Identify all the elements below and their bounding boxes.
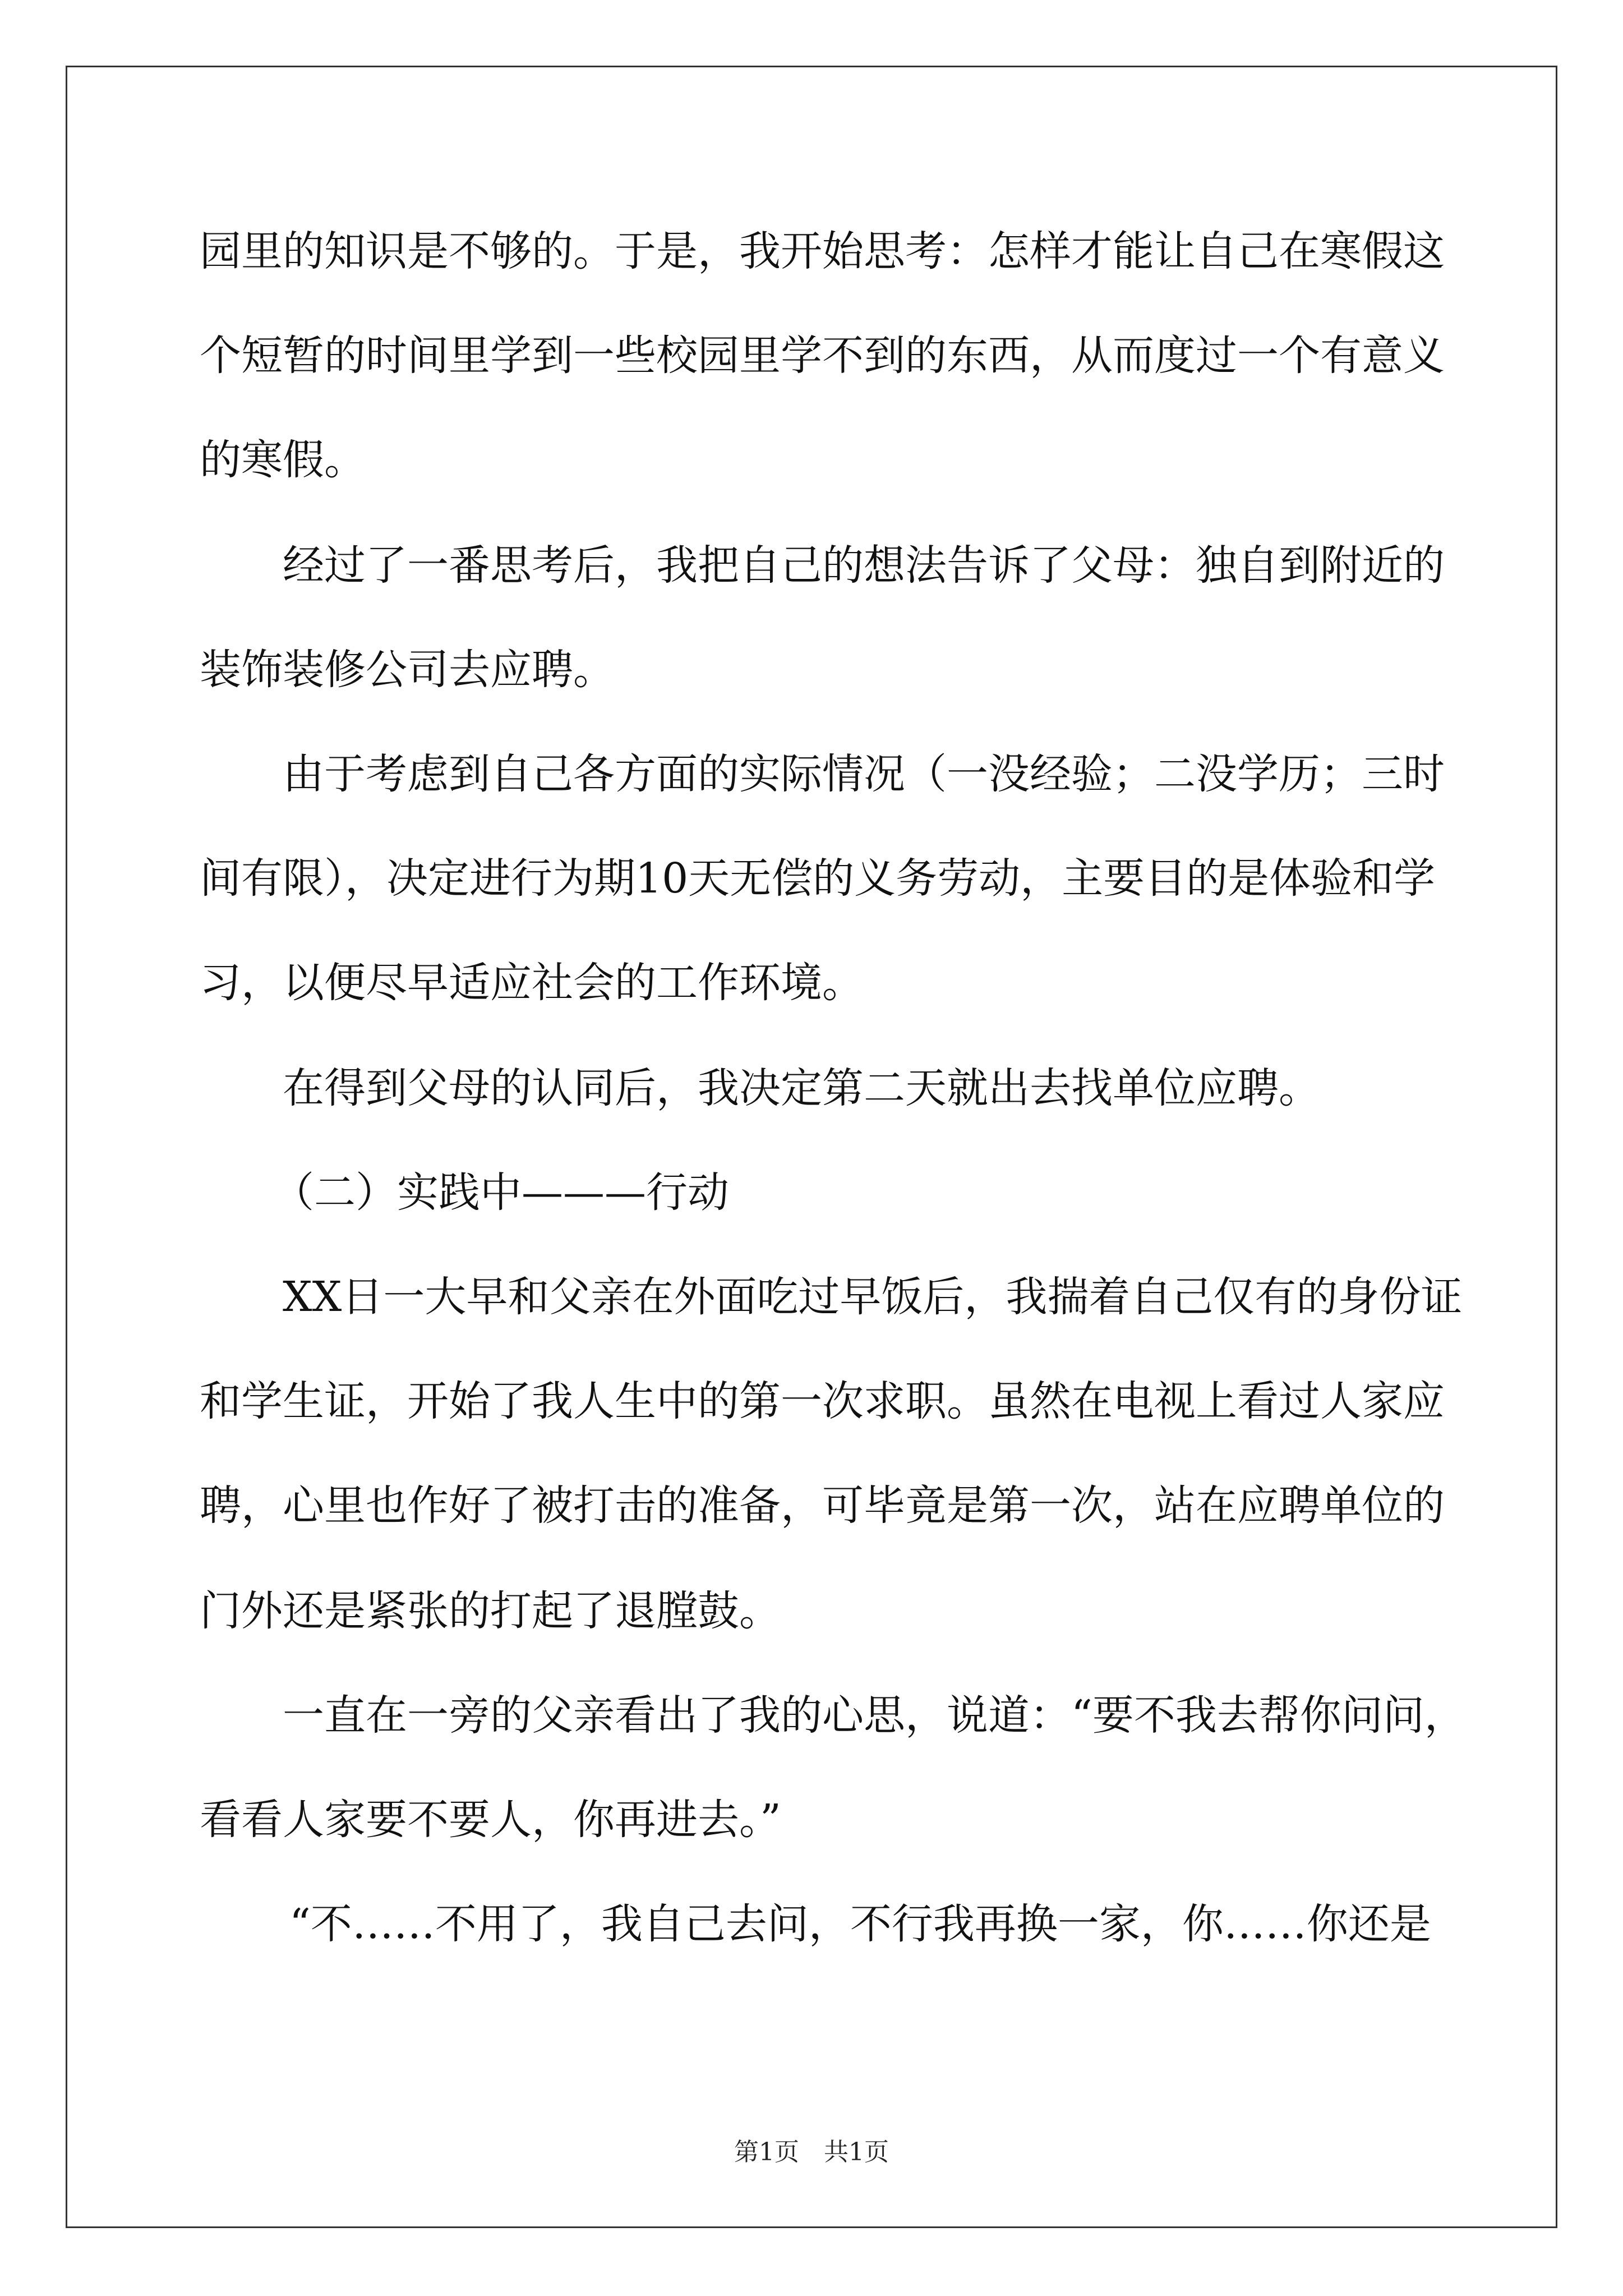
text-line: 由于考虑到自己各方面的实际情况（一没经验；二没学历；三时 (283, 750, 1445, 798)
text-line: 门外还是紧张的打起了退膛鼓。 (200, 1587, 781, 1635)
page-footer: 第1页 共1页 (734, 2138, 889, 2166)
text-line: 个短暂的时间里学到一些校园里学不到的东西，从而度过一个有意义 (200, 332, 1445, 380)
text-line: XX日一大早和父亲在外面吃过早饭后，我揣着自己仅有的身份证 (283, 1273, 1463, 1321)
section-heading: （二）实践中———行动 (273, 1168, 729, 1217)
text-line: 间有限），决定进行为期10天无偿的义务劳动，主要目的是体验和学 (200, 854, 1436, 903)
text-line: 园里的知识是不够的。于是，我开始思考：怎样才能让自己在寒假这 (200, 227, 1445, 275)
text-line: “不……不用了，我自己去问，不行我再换一家，你……你还是 (289, 1900, 1431, 1948)
text-line: 看看人家要不要人，你再进去。” (200, 1796, 781, 1844)
text-line: 在得到父母的认同后，我决定第二天就出去找单位应聘。 (283, 1064, 1320, 1112)
text-line: 和学生证，开始了我人生中的第一次求职。虽然在电视上看过人家应 (200, 1377, 1445, 1425)
text-line: 装饰装修公司去应聘。 (200, 646, 615, 694)
text-line: 习，以便尽早适应社会的工作环境。 (200, 959, 864, 1007)
text-line: 一直在一旁的父亲看出了我的心思，说道：“要不我去帮你问问， (283, 1691, 1466, 1740)
text-line: 的寒假。 (200, 436, 366, 484)
text-line: 聘，心里也作好了被打击的准备，可毕竟是第一次，站在应聘单位的 (200, 1481, 1445, 1530)
text-line: 经过了一番思考后，我把自己的想法告诉了父母：独自到附近的 (283, 541, 1445, 590)
